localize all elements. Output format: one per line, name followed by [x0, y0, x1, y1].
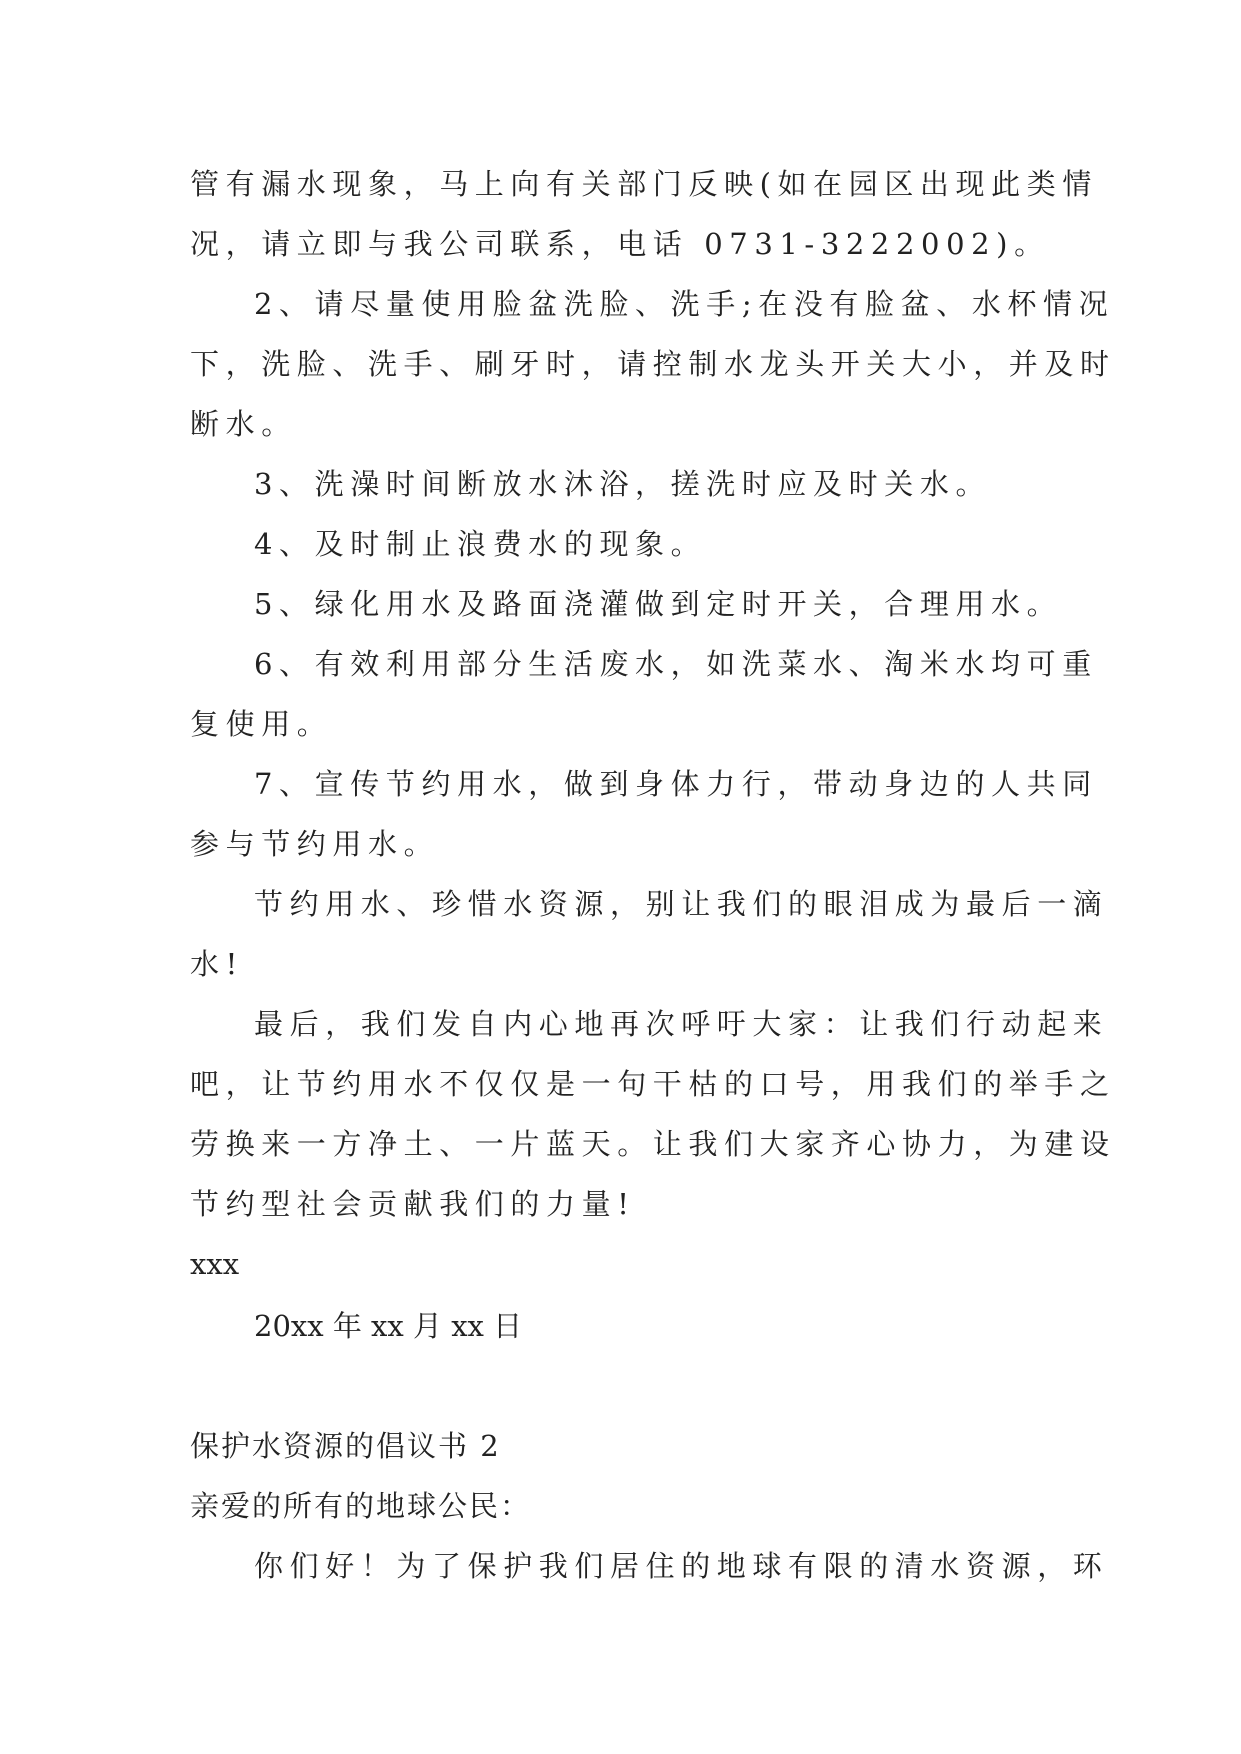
list-item-2-line-1: 2、请尽量使用脸盆洗脸、洗手;在没有脸盆、水杯情况 [254, 287, 1115, 321]
list-item-7-line-1: 7、宣传节约用水，做到身体力行，带动身边的人共同 [254, 767, 1098, 801]
list-item-6-line-1: 6、有效利用部分生活废水，如洗菜水、淘米水均可重 [254, 647, 1098, 681]
list-item-2-line-2: 下，洗脸、洗手、刷牙时，请控制水龙头开关大小，并及时 [190, 347, 1116, 381]
closing-line-4: 节约型社会贡献我们的力量! [190, 1187, 636, 1221]
closing-line-1: 最后，我们发自内心地再次呼吁大家：让我们行动起来 [254, 1007, 1109, 1041]
salutation: 亲爱的所有的地球公民： [190, 1489, 532, 1523]
body-line-1: 管有漏水现象，马上向有关部门反映(如在园区出现此类情 [190, 167, 1098, 201]
closing-line-3: 劳换来一方净土、一片蓝天。让我们大家齐心协力，为建设 [190, 1127, 1116, 1161]
list-item-7-line-2: 参与节约用水。 [190, 827, 440, 861]
list-item-5: 5、绿化用水及路面浇灌做到定时开关，合理用水。 [254, 587, 1063, 621]
closing-line-2: 吧，让节约用水不仅仅是一句干枯的口号，用我们的举手之 [190, 1067, 1116, 1101]
list-item-2-line-3: 断水。 [190, 407, 297, 441]
slogan-line-1: 节约用水、珍惜水资源，别让我们的眼泪成为最后一滴 [254, 887, 1109, 921]
slogan-line-2: 水! [190, 947, 244, 981]
section-title: 保护水资源的倡议书 2 [190, 1429, 501, 1463]
greeting-line: 你们好！为了保护我们居住的地球有限的清水资源，环 [254, 1549, 1109, 1583]
signature: xxx [190, 1247, 240, 1281]
date-line: 20xx 年 xx 月 xx 日 [254, 1309, 523, 1343]
list-item-3: 3、洗澡时间断放水沐浴，搓洗时应及时关水。 [254, 467, 992, 501]
list-item-4: 4、及时制止浪费水的现象。 [254, 527, 707, 561]
list-item-6-line-2: 复使用。 [190, 707, 333, 741]
body-line-2: 况，请立即与我公司联系，电话 0731-3222002)。 [190, 227, 1050, 261]
